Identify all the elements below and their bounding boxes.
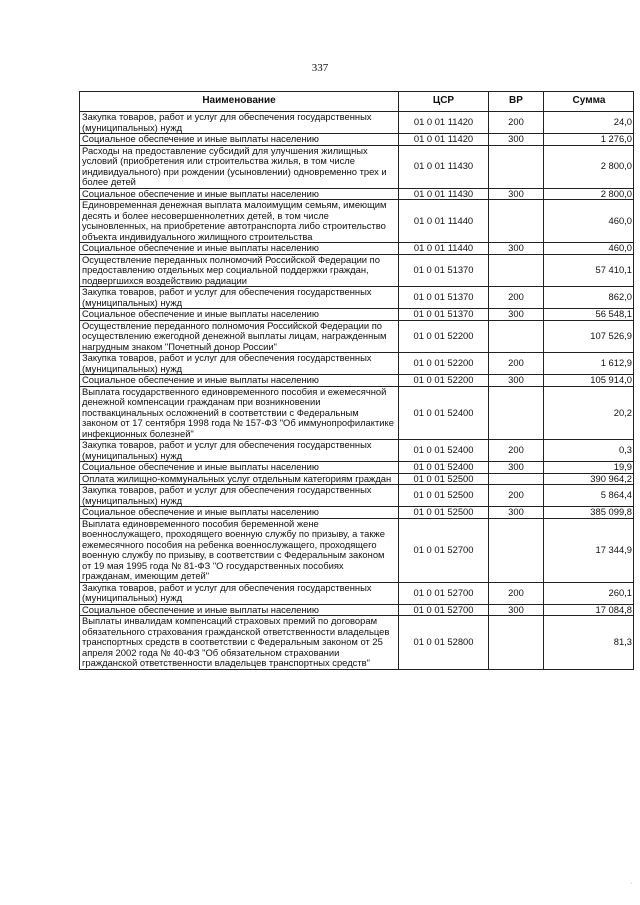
table-row [80, 386, 634, 440]
table-row [80, 188, 634, 200]
cell-vr [489, 616, 544, 670]
cell-name: Оплата жилищно-коммунальных услуг отдельным категориям граждан [80, 473, 399, 485]
cell-name: Закупка товаров, работ и услуг для обеспечения государственных (муниципальных) нужд [80, 582, 399, 604]
table-row [80, 616, 634, 670]
page-number: 337 [311, 62, 329, 74]
cell-name: Осуществление переданных полномочий Российской Федерации по предоставлению отдельных мер социальной поддержки граждан, подвергшихся воздействию радиации [80, 254, 399, 287]
cell-sum: 19,9 [544, 462, 634, 474]
cell-vr: 300 [489, 309, 544, 321]
cell-sum: 2 800,0 [544, 188, 634, 200]
cell-sum: 0,3 [544, 440, 634, 462]
cell-vr [489, 200, 544, 243]
cell-name: Единовременная денежная выплата малоимущим семьям, имеющим десять и более несовершеннолетних детей, в том числе усыновленных, на приобретение автотранспорта либо строительство объекта индивидуального жилищного строительства [80, 200, 399, 243]
cell-csr: 01 0 01 52400 [399, 386, 489, 440]
cell-csr: 01 0 01 52700 [399, 604, 489, 616]
table-row [80, 243, 634, 255]
table-row [80, 604, 634, 616]
cell-vr [489, 386, 544, 440]
cell-csr: 01 0 01 52200 [399, 375, 489, 387]
table-row [80, 353, 634, 375]
cell-name: Социальное обеспечение и иные выплаты населению [80, 604, 399, 616]
cell-vr: 200 [489, 112, 544, 134]
cell-sum: 460,0 [544, 200, 634, 243]
cell-name: Закупка товаров, работ и услуг для обеспечения государственных (муниципальных) нужд [80, 287, 399, 309]
header-row [80, 92, 634, 112]
header-vr: ВР [489, 92, 544, 112]
table-row [80, 485, 634, 507]
cell-vr: 300 [489, 188, 544, 200]
cell-sum: 17 344,9 [544, 518, 634, 582]
table-row [80, 440, 634, 462]
cell-vr [489, 254, 544, 287]
cell-vr: 300 [489, 507, 544, 519]
header-sum: Сумма [544, 92, 634, 112]
table-row [80, 309, 634, 321]
cell-csr: 01 0 01 11420 [399, 112, 489, 134]
cell-csr: 01 0 01 51370 [399, 309, 489, 321]
cell-sum: 1 276,0 [544, 134, 634, 146]
cell-name: Закупка товаров, работ и услуг для обеспечения государственных (муниципальных) нужд [80, 440, 399, 462]
cell-sum: 81,3 [544, 616, 634, 670]
table-row [80, 462, 634, 474]
cell-csr: 01 0 01 51370 [399, 254, 489, 287]
cell-name: Выплата государственного единовременного пособия и ежемесячной денежной компенсации гражданам при возникновении поствакцинальных осложнений в соответствии с Федеральным законом от 17 сентября 1998 года № 157-ФЗ "Об иммунопрофилактике инфекционных болезней" [80, 386, 399, 440]
cell-vr: 300 [489, 134, 544, 146]
cell-vr: 200 [489, 485, 544, 507]
cell-vr [489, 145, 544, 188]
table-row [80, 507, 634, 519]
table-row [80, 134, 634, 146]
cell-vr: 300 [489, 462, 544, 474]
cell-sum: 24,0 [544, 112, 634, 134]
cell-csr: 01 0 01 51370 [399, 287, 489, 309]
table-row [80, 145, 634, 188]
cell-name: Социальное обеспечение и иные выплаты населению [80, 134, 399, 146]
cell-sum: 460,0 [544, 243, 634, 255]
table-header [80, 92, 634, 112]
cell-name: Закупка товаров, работ и услуг для обеспечения государственных (муниципальных) нужд [80, 112, 399, 134]
table-row [80, 320, 634, 353]
cell-csr: 01 0 01 52200 [399, 353, 489, 375]
cell-sum: 2 800,0 [544, 145, 634, 188]
budget-table [79, 91, 634, 670]
cell-sum: 1 612,9 [544, 353, 634, 375]
cell-name: Социальное обеспечение и иные выплаты населению [80, 243, 399, 255]
cell-name: Осуществление переданного полномочия Российской Федерации по осуществлению ежегодной денежной выплаты лицам, награжденным нагрудным знаком "Почетный донор России" [80, 320, 399, 353]
cell-csr: 01 0 01 52200 [399, 320, 489, 353]
cell-name: Социальное обеспечение и иные выплаты населению [80, 309, 399, 321]
cell-sum: 20,2 [544, 386, 634, 440]
cell-vr [489, 320, 544, 353]
table-body [80, 112, 634, 670]
cell-sum: 105 914,0 [544, 375, 634, 387]
cell-csr: 01 0 01 52400 [399, 440, 489, 462]
header-name: Наименование [80, 92, 399, 112]
cell-vr: 300 [489, 243, 544, 255]
cell-vr: 200 [489, 440, 544, 462]
cell-vr: 300 [489, 375, 544, 387]
table-row [80, 473, 634, 485]
cell-sum: 390 964,2 [544, 473, 634, 485]
header-csr: ЦСР [399, 92, 489, 112]
cell-vr [489, 518, 544, 582]
cell-csr: 01 0 01 11430 [399, 188, 489, 200]
cell-name: Выплата единовременного пособия беременной жене военнослужащего, проходящего военную службу по призыву, а также ежемесячного пособия на ребенка военнослужащего, проходящего военную службу по призыву, в соответствии с Федеральным законом от 19 мая 1995 года № 81-ФЗ "О государственных пособиях гражданам, имеющим детей" [80, 518, 399, 582]
table-row [80, 375, 634, 387]
cell-csr: 01 0 01 11440 [399, 200, 489, 243]
cell-name: Социальное обеспечение и иные выплаты населению [80, 507, 399, 519]
cell-sum: 17 084,8 [544, 604, 634, 616]
cell-csr: 01 0 01 52800 [399, 616, 489, 670]
table-row [80, 254, 634, 287]
table-row [80, 582, 634, 604]
table-row [80, 287, 634, 309]
cell-csr: 01 0 01 52700 [399, 582, 489, 604]
cell-vr: 200 [489, 287, 544, 309]
cell-name: Закупка товаров, работ и услуг для обеспечения государственных (муниципальных) нужд [80, 485, 399, 507]
cell-sum: 385 099,8 [544, 507, 634, 519]
cell-csr: 01 0 01 11420 [399, 134, 489, 146]
cell-sum: 57 410,1 [544, 254, 634, 287]
cell-name: Расходы на предоставление субсидий для улучшения жилищных условий (приобретения или строительства жилья, в том числе индивидуального) при рождении (усыновлении) одновременно трех и более детей [80, 145, 399, 188]
cell-sum: 260,1 [544, 582, 634, 604]
table-row [80, 518, 634, 582]
cell-csr: 01 0 01 52700 [399, 518, 489, 582]
cell-csr: 01 0 01 52400 [399, 462, 489, 474]
cell-csr: 01 0 01 52500 [399, 485, 489, 507]
scan-edge-mark: · [630, 880, 633, 887]
cell-sum: 862,0 [544, 287, 634, 309]
cell-csr: 01 0 01 11440 [399, 243, 489, 255]
cell-sum: 5 864,4 [544, 485, 634, 507]
cell-name: Выплаты инвалидам компенсаций страховых премий по договорам обязательного страхования гражданской ответственности владельцев транспортных средств в соответствии с Федеральным законом от 25 апреля 2002 года № 40-ФЗ "Об обязательном страховании гражданской ответственности владельцев транспортных средств" [80, 616, 399, 670]
table-row [80, 112, 634, 134]
cell-csr: 01 0 01 52500 [399, 507, 489, 519]
cell-name: Социальное обеспечение и иные выплаты населению [80, 462, 399, 474]
cell-sum: 107 526,9 [544, 320, 634, 353]
cell-vr: 200 [489, 353, 544, 375]
table-row [80, 200, 634, 243]
cell-vr: 200 [489, 582, 544, 604]
cell-vr: 300 [489, 604, 544, 616]
cell-name: Социальное обеспечение и иные выплаты населению [80, 375, 399, 387]
cell-name: Социальное обеспечение и иные выплаты населению [80, 188, 399, 200]
cell-csr: 01 0 01 11430 [399, 145, 489, 188]
cell-sum: 56 548,1 [544, 309, 634, 321]
cell-name: Закупка товаров, работ и услуг для обеспечения государственных (муниципальных) нужд [80, 353, 399, 375]
cell-vr [489, 473, 544, 485]
cell-csr: 01 0 01 52500 [399, 473, 489, 485]
